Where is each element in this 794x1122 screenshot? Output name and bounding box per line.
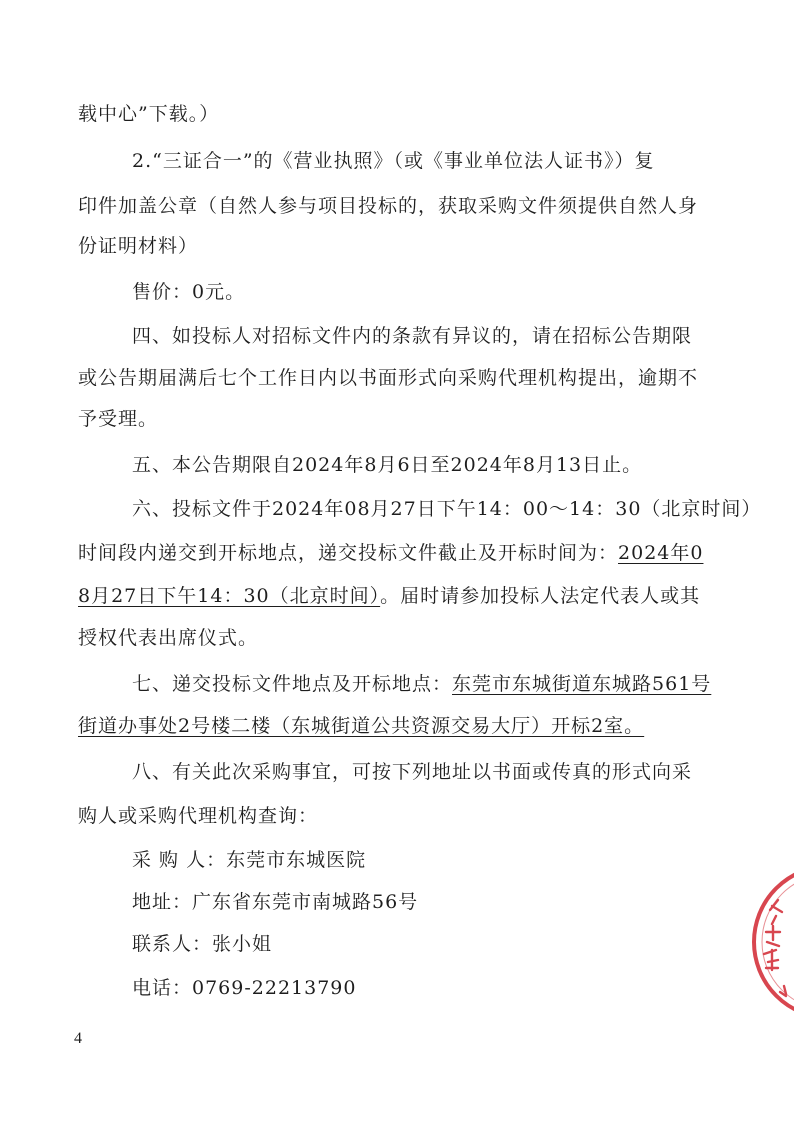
text-line xyxy=(78,712,644,740)
text-line: 授权代表出席仪式。 xyxy=(78,627,259,649)
text-segment: 时间段内递交到开标地点，递交投标文件截止及开标时间为： xyxy=(78,542,619,564)
underlined-text: 8月27日下午14：30（北京时间） xyxy=(78,585,381,607)
underlined-text: 东莞市东城街道东城路561号 xyxy=(452,673,712,695)
text-line: 六、投标文件于2024年08月27日下午14：00～14：30（北京时间） xyxy=(132,498,762,520)
address-line: 地址：广东省东莞市南城路56号 xyxy=(132,891,419,913)
text-line: 四、如投标人对招标文件内的条款有异议的，请在招标公告期限 xyxy=(132,325,693,347)
text-line xyxy=(132,670,711,698)
text-line: 或公告期届满后七个工作日内以书面形式向采购代理机构提出，逾期不 xyxy=(78,367,699,389)
text-line: 2.“三证合一”的《营业执照》（或《事业单位法人证书》）复 xyxy=(132,150,655,172)
underlined-text: 2024年0 xyxy=(618,542,704,564)
purchaser-line: 采 购 人：东莞市东城医院 xyxy=(132,849,367,871)
page-number: 4 xyxy=(74,1030,82,1047)
text-line: 售价：0元。 xyxy=(132,281,246,303)
underlined-text: 街道办事处2号楼二楼（东城街道公共资源交易大厅）开标2室。 xyxy=(78,715,645,737)
text-line: 八、有关此次采购事宜，可按下列地址以书面或传真的形式向采 xyxy=(132,761,693,783)
text-segment: 。届时请参加投标人法定代表人或其 xyxy=(380,585,701,607)
text-line: 印件加盖公章（自然人参与项目投标的，获取采购文件须提供自然人身 xyxy=(78,195,699,217)
text-line xyxy=(78,582,700,610)
text-line: 予受理。 xyxy=(78,408,159,430)
text-line: 购人或采购代理机构查询： xyxy=(78,805,319,827)
text-line xyxy=(78,539,703,567)
text-line: 份证明材料） xyxy=(78,235,199,257)
text-line: 五、本公告期限自2024年8月6日至2024年8月13日止。 xyxy=(132,454,643,476)
phone-line: 电话：0769-22213790 xyxy=(132,977,357,999)
text-line: 载中心”下载。） xyxy=(78,103,220,125)
red-seal-stamp xyxy=(748,850,794,1030)
contact-line: 联系人：张小姐 xyxy=(132,933,273,955)
text-segment: 七、递交投标文件地点及开标地点： xyxy=(132,673,453,695)
